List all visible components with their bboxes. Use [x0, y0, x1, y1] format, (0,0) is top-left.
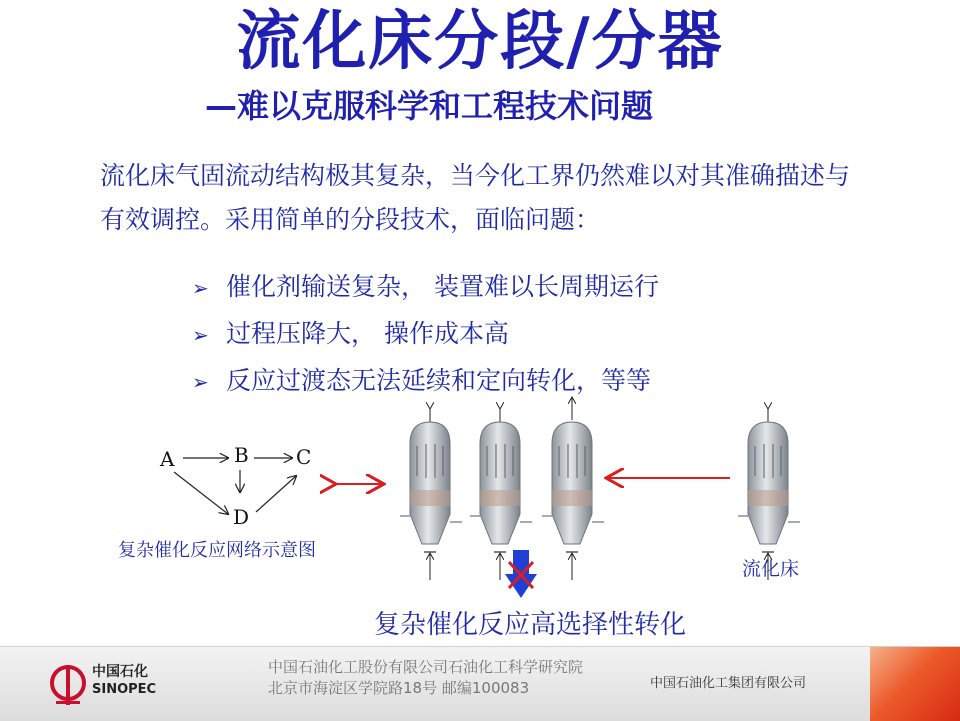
group-name: 中国石油化工集团有限公司 [650, 676, 807, 691]
edge-d-c [256, 476, 296, 512]
reactor-1 [400, 408, 462, 580]
node-a: A [160, 447, 175, 471]
bullet-text: 过程压降大， 操作成本高 [226, 319, 509, 348]
logo-cn: 中国石化 [92, 664, 148, 680]
node-c: C [296, 445, 312, 469]
intro-line-1: 流化床气固流动结构极其复杂，当今化工界仍然难以对其准确描述与 [100, 161, 851, 190]
sinopec-logo-icon [48, 661, 88, 711]
logo-text [92, 663, 156, 699]
slide-subtitle: —难以克服科学和工程技术问题 [205, 87, 654, 125]
intro-line-2: 有效调控。采用简单的分段技术，面临问题： [100, 205, 601, 234]
problem-list [192, 264, 659, 405]
reactor-3 [542, 398, 604, 580]
logo-en: SINOPEC [92, 682, 157, 697]
address-line-1: 中国石油化工股份有限公司石油化工科学研究院 [268, 658, 584, 676]
bullet-text: 反应过渡态无法延续和定向转化，等等 [226, 366, 652, 395]
institute-address [268, 657, 583, 699]
footer-bar [0, 646, 960, 721]
network-caption: 复杂催化反应网络示意图 [118, 540, 316, 561]
arrow-bullet-icon: ➢ [192, 276, 209, 300]
address-line-2: 北京市海淀区学院路18号 邮编100083 [268, 679, 530, 697]
node-d: D [233, 505, 250, 529]
fluidized-bed-label: 流化床 [742, 558, 800, 580]
corner-decoration [870, 647, 960, 721]
list-item [192, 264, 659, 311]
intro-paragraph [100, 154, 920, 242]
bullet-text: 催化剂输送复杂， 装置难以长周期运行 [226, 272, 659, 301]
slide-title: 流化床分段/分器 [236, 5, 724, 79]
edge-a-d [174, 472, 228, 514]
node-b: B [234, 443, 249, 467]
goal-text: 复杂催化反应高选择性转化 [374, 610, 687, 640]
list-item [192, 311, 659, 358]
arrow-bullet-icon: ➢ [192, 370, 209, 394]
arrow-bullet-icon: ➢ [192, 323, 209, 347]
